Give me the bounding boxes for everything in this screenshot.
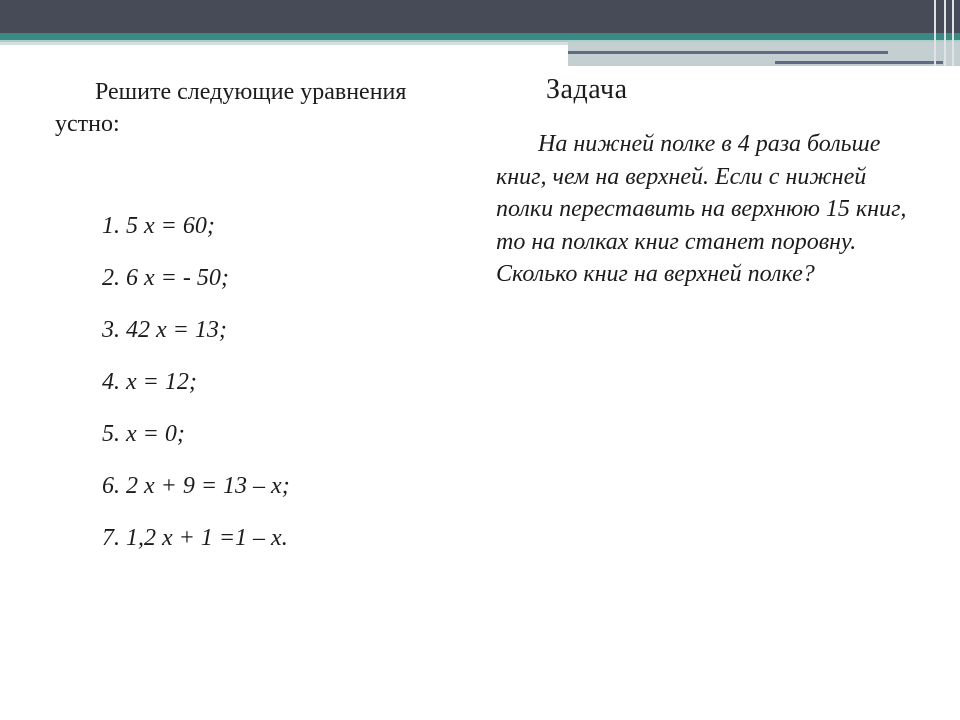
instruction-line-2: устно: [55,111,120,138]
equation-item: 1. 5 х = 60; [102,213,215,239]
equation-item: 6. 2 х + 9 = 13 – х; [102,473,290,499]
equation-item: 3. 42 х = 13; [102,317,227,343]
equation-item: 2. 6 х = - 50; [102,265,229,291]
equation-item: 4. х = 12; [102,369,197,395]
task-title: Задача [546,74,628,105]
instruction-line-1: Решите следующие уравнения [95,79,407,105]
equation-item: 5. х = 0; [102,421,185,447]
task-text: На нижней полке в 4 раза больше книг, чем на верхней. Если с нижней полки переставить на верхнюю 15 книг, то на полках книг станет поровну. Сколько книг на верхней полке? [496,131,907,287]
equation-item: 7. 1,2 х + 1 =1 – х. [102,525,288,551]
equation-list [102,206,290,570]
exercise-instruction [55,76,455,141]
